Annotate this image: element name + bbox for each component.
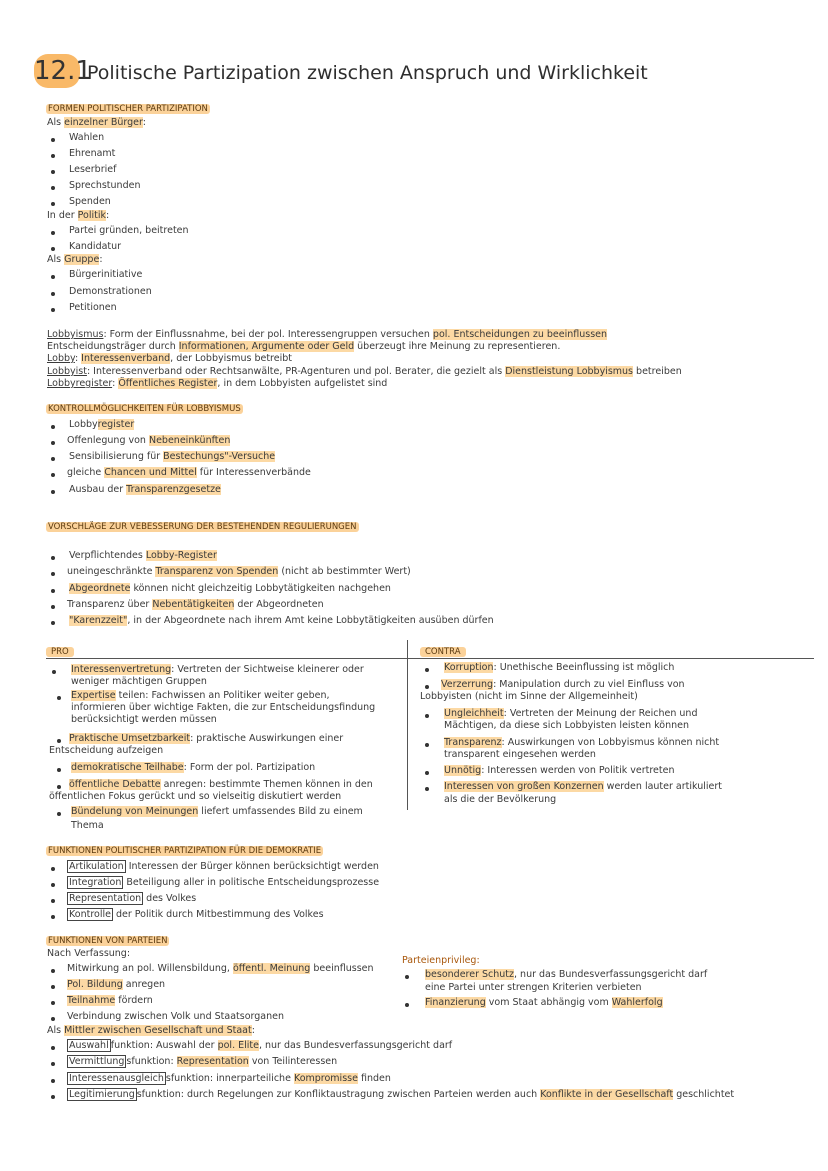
- bullet: [51, 170, 55, 174]
- bullet: [51, 247, 55, 251]
- bullet: [51, 1001, 55, 1005]
- list-item: Leserbrief: [69, 164, 117, 175]
- pro-item: Praktische Umsetzbarkeit: praktische Auswirkungen einer: [69, 733, 344, 744]
- contra-item-cont: Mächtigen, da diese sich Lobbyisten leisten können: [444, 720, 690, 731]
- pro-item: Bündelung von Meinungen liefert umfassendes Bild zu einem: [71, 806, 363, 817]
- list-item-cont: eine Partei unter strengen Kriterien verbieten: [425, 982, 642, 993]
- list-item: Lobbyregister: [69, 419, 135, 430]
- bullet: [51, 186, 55, 190]
- bullet: [57, 739, 61, 743]
- bullet: [51, 202, 55, 206]
- bullet: [405, 975, 409, 979]
- bullet: [51, 899, 55, 903]
- pro-item: Expertise teilen: Fachwissen an Politiker weiter geben,: [71, 690, 330, 701]
- bullet: [425, 668, 429, 672]
- bullet: [51, 441, 55, 445]
- list-item: Bürgerinitiative: [69, 269, 143, 280]
- gruppe-label: Als Gruppe:: [47, 254, 103, 265]
- bullet: [51, 605, 55, 609]
- heading-pro: PRO: [44, 647, 76, 658]
- list-item: Interessenausgleich sfunktion: innerparteiliche Kompromisse finden: [69, 1073, 391, 1084]
- list-item: Ausbau der Transparenzgesetze: [69, 484, 221, 495]
- pro-item: öffentliche Debatte anregen: bestimmte Themen können in den: [69, 779, 373, 790]
- pro-item-cont: Entscheidung aufzeigen: [49, 745, 164, 756]
- bullet: [51, 867, 55, 871]
- list-item: Offenlegung von Nebeneinkünften: [67, 435, 231, 446]
- list-item: Abgeordnete können nicht gleichzeitig Lobbytätigkeiten nachgehen: [69, 583, 391, 594]
- list-item: Kontrolle der Politik durch Mitbestimmung des Volkes: [69, 909, 324, 920]
- bullet: [51, 621, 55, 625]
- bullet: [51, 231, 55, 235]
- list-item: Artikulation Interessen der Bürger können berücksichtigt werden: [69, 861, 379, 872]
- list-item: Transparenz über Nebentätigkeiten der Abgeordneten: [67, 599, 324, 610]
- heading-contra: CONTRA: [418, 647, 468, 658]
- bullet: [425, 685, 429, 689]
- bullet: [51, 425, 55, 429]
- def-lobbyismus: Lobbyismus: Form der Einflussnahme, bei der pol. Interessengruppen versuchen pol. Entscheidungen zu beeinflussen: [47, 329, 608, 340]
- heading-vorschlaege: VORSCHLÄGE ZUR VEBESSERUNG DER BESTEHENDEN REGULIERUNGEN: [48, 522, 357, 532]
- list-item: gleiche Chancen und Mittel für Interessenverbände: [67, 467, 311, 478]
- bullet: [52, 670, 56, 674]
- pro-item-cont: berücksichtigt werden müssen: [71, 714, 217, 725]
- buerger-label: Als einzelner Bürger:: [47, 117, 146, 128]
- list-item: "Karenzzeit", in der Abgeordnete nach ihrem Amt keine Lobbytätigkeiten ausüben dürfen: [69, 615, 494, 626]
- bullet: [405, 1003, 409, 1007]
- list-item: Auswahl funktion: Auswahl der pol. Elite, nur das Bundesverfassungsgericht darf: [69, 1040, 453, 1051]
- list-item: Verbindung zwischen Volk und Staatsorganen: [67, 1011, 284, 1022]
- bullet: [51, 154, 55, 158]
- contra-item: Ungleichheit: Vertreten der Meinung der Reichen und: [444, 708, 698, 719]
- pro-item-cont: Thema: [71, 820, 104, 831]
- mittler-label: Als Mittler zwischen Gesellschaft und Staat:: [47, 1025, 255, 1036]
- list-item: besonderer Schutz, nur das Bundesverfassungsgericht darf: [425, 969, 708, 980]
- list-item: Ehrenamt: [69, 148, 116, 159]
- bullet: [51, 1062, 55, 1066]
- contra-item-cont: als die der Bevölkerung: [444, 794, 557, 805]
- bullet: [425, 771, 429, 775]
- bullet: [51, 1046, 55, 1050]
- bullet: [51, 556, 55, 560]
- contra-item: Korruption: Unethische Beeinflussing ist möglich: [444, 662, 675, 673]
- contra-item: Interessen von großen Konzernen werden lauter artikuliert: [444, 781, 722, 792]
- bullet: [425, 787, 429, 791]
- bullet: [51, 490, 55, 494]
- list-item: Sprechstunden: [69, 180, 141, 191]
- bullet: [51, 1017, 55, 1021]
- bullet: [51, 969, 55, 973]
- page-title: Politische Partizipation zwischen Anspruch und Wirklichkeit: [87, 62, 648, 84]
- list-item: Mitwirkung an pol. Willensbildung, öffentl. Meinung beeinflussen: [67, 963, 374, 974]
- bullet: [51, 1079, 55, 1083]
- table-divider: [46, 658, 814, 659]
- bullet: [57, 785, 61, 789]
- bullet: [51, 292, 55, 296]
- contra-item: Verzerrung: Manipulation durch zu viel Einfluss von: [441, 679, 685, 690]
- def-lobbyismus-2: Entscheidungsträger durch Informationen, Argumente oder Geld überzeugt ihre Meinung zu representieren.: [47, 341, 561, 352]
- bullet: [57, 768, 61, 772]
- bullet: [57, 696, 61, 700]
- list-item: Representation des Volkes: [69, 893, 197, 904]
- pro-item-cont: öffentlichen Fokus gerückt und so vielseitig diskutiert werden: [49, 791, 342, 802]
- bullet: [425, 743, 429, 747]
- list-item: Integration Beteiligung aller in politische Entscheidungsprozesse: [69, 877, 380, 888]
- list-item: Demonstrationen: [69, 286, 152, 297]
- bullet: [51, 457, 55, 461]
- bullet: [51, 915, 55, 919]
- bullet: [425, 714, 429, 718]
- pro-item: demokratische Teilhabe: Form der pol. Partizipation: [71, 762, 316, 773]
- list-item: Petitionen: [69, 302, 117, 313]
- bullet: [51, 985, 55, 989]
- bullet: [51, 589, 55, 593]
- parteienprivileg-label: Parteienprivileg:: [402, 955, 480, 966]
- list-item: Pol. Bildung anregen: [67, 979, 166, 990]
- column-divider: [407, 640, 408, 810]
- def-lobbyist: Lobbyist: Interessenverband oder Rechtsanwälte, PR-Agenturen und pol. Berater, die gezielt als Dienstleistung Lobbyismus betreiben: [47, 366, 682, 377]
- heading-formen: FORMEN POLITISCHER PARTIZIPATION: [48, 104, 208, 114]
- list-item: Teilnahme fördern: [67, 995, 153, 1006]
- politik-label: In der Politik:: [47, 210, 110, 221]
- pro-item-cont: informieren über wichtige Fakten, die zur Entscheidungsfindung: [71, 702, 376, 713]
- bullet: [51, 1095, 55, 1099]
- contra-item: Transparenz: Auswirkungen von Lobbyismus können nicht: [444, 737, 720, 748]
- list-item: Finanzierung vom Staat abhängig vom Wahlerfolg: [425, 997, 663, 1008]
- contra-item-cont: Lobbyisten (nicht im Sinne der Allgemeinheit): [420, 691, 638, 702]
- def-lobbyregister: Lobbyregister: Öffentliches Register, in dem Lobbyisten aufgelistet sind: [47, 378, 388, 389]
- bullet: [51, 883, 55, 887]
- contra-item: Unnötig: Interessen werden von Politik vertreten: [444, 765, 675, 776]
- list-item: Verpflichtendes Lobby-Register: [69, 550, 217, 561]
- list-item: Sensibilisierung für Bestechungs"-Versuche: [69, 451, 276, 462]
- list-item: Kandidatur: [69, 241, 122, 252]
- bullet: [51, 138, 55, 142]
- contra-item-cont: transparent eingesehen werden: [444, 749, 596, 760]
- heading-funktionen-demokratie: FUNKTIONEN POLITISCHER PARTIZIPATION FÜR DIE DEMOKRATIE: [48, 846, 322, 856]
- list-item: Wahlen: [69, 132, 105, 143]
- bullet: [57, 812, 61, 816]
- list-item: Partei gründen, beitreten: [69, 225, 189, 236]
- nach-verfassung: Nach Verfassung:: [47, 948, 131, 959]
- heading-kontroll: KONTROLLMÖGLICHKEITEN FÜR LOBBYISMUS: [48, 404, 241, 414]
- heading-funktionen-parteien: FUNKTIONEN VON PARTEIEN: [48, 936, 168, 946]
- bullet: [51, 308, 55, 312]
- chapter-number: 12.1: [34, 56, 92, 86]
- list-item: Vermittlung sfunktion: Representation von Teilinteressen: [69, 1056, 338, 1067]
- bullet: [51, 473, 55, 477]
- list-item: Legitimierung sfunktion: durch Regelungen zur Konfliktaustragung zwischen Parteien werden auch Konflikte in der Gesellschaft geschlichtet: [69, 1089, 735, 1100]
- bullet: [51, 275, 55, 279]
- def-lobby: Lobby: Interessenverband, der Lobbyismus betreibt: [47, 353, 292, 364]
- pro-item: Interessenvertretung: Vertreten der Sichtweise kleinerer oder: [71, 664, 364, 675]
- bullet: [51, 572, 55, 576]
- list-item: Spenden: [69, 196, 111, 207]
- list-item: uneingeschränkte Transparenz von Spenden (nicht ab bestimmter Wert): [67, 566, 411, 577]
- pro-item-cont: weniger mächtigen Gruppen: [71, 676, 207, 687]
